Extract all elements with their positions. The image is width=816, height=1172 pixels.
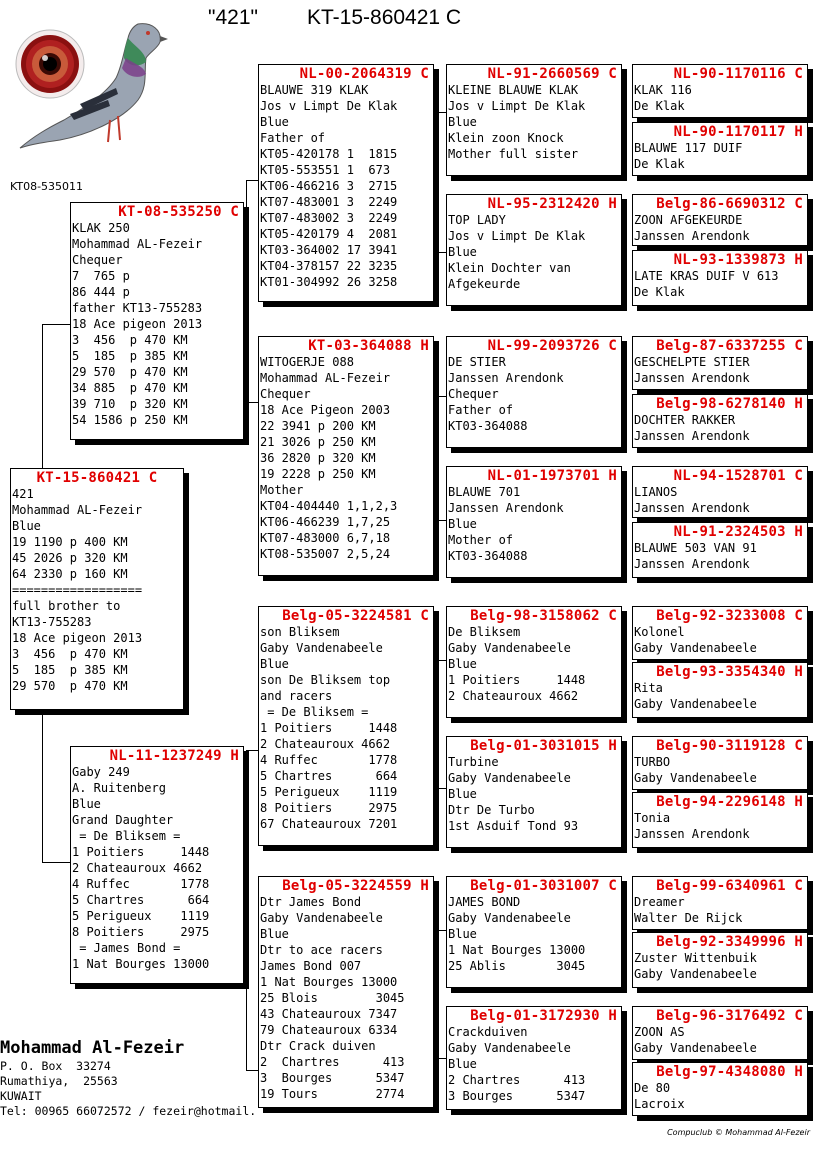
card-line: son De Bliksem top [260,673,391,687]
pigeon-photo [10,16,168,162]
pedigree-card-gen5 [632,932,808,988]
card-line: 18 Ace pigeon 2013 [72,317,203,331]
card-line: 19 2228 p 250 KM [260,467,376,481]
card-line: 3 Bourges 5347 [448,1089,586,1103]
card-line: KLAK 116 [634,83,692,97]
card-line: 67 Chateauroux 7201 [260,817,398,831]
card-line: Klein Dochter van [448,261,571,275]
pedigree-card-gen5 [632,1006,808,1060]
card-line: 36 2820 p 320 KM [260,451,376,465]
connector-line [436,520,446,521]
pedigree-card-dam [70,746,244,984]
card-line: Blue [260,927,289,941]
ring-number: NL-90-1170116 C [673,66,803,82]
card-line: 2 Chateauroux 4662 [260,737,391,751]
card-line: ZOON AS [634,1025,685,1039]
card-line: KT04-378157 22 3235 [260,259,398,273]
pedigree-card-gen3 [258,64,434,302]
card-line: Jos v Limpt De Klak [448,229,586,243]
card-line: KT01-304992 26 3258 [260,275,398,289]
connector-line [436,396,437,520]
pedigree-card-gen4 [446,606,622,718]
ring-number: Belg-96-3176492 C [656,1008,803,1024]
card-line: 4 Ruffec 1778 [260,753,398,767]
card-line: Chequer [448,387,499,401]
ring-number: Belg-92-3349996 H [656,934,803,950]
card-line: Blue [448,657,477,671]
photo-caption: KT08-535011 [10,180,84,193]
card-line: Crackduiven [448,1025,528,1039]
pedigree-card-gen5 [632,736,808,790]
card-line: Chequer [260,387,311,401]
card-line: Janssen Arendonk [634,371,750,385]
ring-number: Belg-01-3031007 C [470,878,617,894]
connector-line [624,496,625,548]
card-line: Blue [448,115,477,129]
owner-phone-email: Tel: 00965 66072572 / fezeir@hotmail. [0,1104,257,1118]
card-line: TOP LADY [448,213,506,227]
card-line: 5 Chartres 664 [72,893,210,907]
card-line: Blue [448,927,477,941]
pedigree-card-gen5 [632,606,808,660]
card-line: = James Bond = [72,941,181,955]
card-line: 1 Nat Bourges 13000 [260,975,398,989]
card-line: Turbine [448,755,499,769]
pedigree-card-gen4 [446,336,622,448]
card-line: KT06-466216 3 2715 [260,179,398,193]
card-line: 3 456 p 470 KM [12,647,128,661]
card-line: Blue [448,1057,477,1071]
connector-line [246,750,258,751]
card-line: 45 2026 p 320 KM [12,551,128,565]
pedigree-card-gen5 [632,122,808,176]
card-line: KLEINE BLAUWE KLAK [448,83,579,97]
ring-number: Belg-99-6340961 C [656,878,803,894]
connector-line [436,660,446,661]
card-line: KT05-420178 1 1815 [260,147,398,161]
connector-line [246,180,247,402]
connector-line [42,710,43,862]
card-line: Gaby Vandenabeele [448,1041,571,1055]
card-line: KT03-364088 [448,549,528,563]
card-line: 7 765 p [72,269,130,283]
card-line: 79 Chateauroux 6334 [260,1023,398,1037]
card-line: De Klak [634,99,685,113]
card-line: DE STIER [448,355,506,369]
card-line: Blue [260,115,289,129]
card-line: ================== [12,583,143,597]
card-line: Mother full sister [448,147,579,161]
card-line: KT13-755283 [12,615,92,629]
card-line: Gaby Vandenabeele [448,641,571,655]
pedigree-card-gen5 [632,250,808,306]
card-line: Gaby Vandenabeele [634,641,757,655]
owner-contact [0,1037,256,1119]
pedigree-card-gen5 [632,466,808,518]
owner-address-line: P. O. Box 33274 [0,1059,111,1073]
ring-number: Belg-05-3224559 H [282,878,429,894]
pigeon-ring-number: KT-15-860421 C [307,6,462,29]
card-line: KT07-483000 6,7,18 [260,531,391,545]
pedigree-card-gen4 [446,736,622,848]
connector-line [436,112,446,113]
card-line: = De Bliksem = [260,705,369,719]
owner-address-line: KUWAIT [0,1089,42,1103]
pedigree-card-subject [10,468,184,710]
connector-line [436,112,437,252]
connector-line [436,252,446,253]
card-line: Father of [260,131,326,145]
card-line: 29 570 p 470 KM [12,679,128,693]
card-line: Afgekeurde [448,277,521,291]
card-line: 19 1190 p 400 KM [12,535,128,549]
connector-line [246,402,258,403]
connector-line [42,324,70,325]
card-line: ZOON AFGEKEURDE [634,213,743,227]
card-line: Dtr De Turbo [448,803,535,817]
card-line: 5 Perigueux 1119 [72,909,210,923]
card-line: full brother to [12,599,121,613]
pedigree-card-gen4 [446,194,622,306]
card-line: Blue [260,657,289,671]
pedigree-card-gen4 [446,876,622,988]
card-line: Zuster Wittenbuik [634,951,757,965]
ring-number: NL-94-1528701 C [673,468,803,484]
card-line: KT07-483001 3 2249 [260,195,398,209]
ring-number: KT-08-535250 C [118,204,239,220]
card-line: Gaby Vandenabeele [260,641,383,655]
connector-line [624,766,625,820]
ring-number: Belg-97-4348080 H [656,1064,803,1080]
card-line: Gaby Vandenabeele [634,697,757,711]
ring-number: Belg-87-6337255 C [656,338,803,354]
ring-number: Belg-93-3354340 H [656,664,803,680]
card-line: father KT13-755283 [72,301,203,315]
card-line: son Bliksem [260,625,340,639]
ring-number: Belg-98-6278140 H [656,396,803,412]
card-line: 2 Chateauroux 4662 [448,689,579,703]
card-line: Janssen Arendonk [634,229,750,243]
card-line: TURBO [634,755,671,769]
connector-line [624,366,625,418]
ring-number: NL-11-1237249 H [109,748,239,764]
card-line: Father of [448,403,514,417]
card-line: 3 456 p 470 KM [72,333,188,347]
card-line: Klein zoon Knock [448,131,564,145]
card-line: KLAK 250 [72,221,130,235]
pedigree-card-gen5 [632,194,808,246]
pedigree-card-gen5 [632,394,808,448]
card-line: Dtr Crack duiven [260,1039,376,1053]
ring-number: NL-01-1973701 H [487,468,617,484]
connector-line [624,224,625,278]
ring-number: Belg-94-2296148 H [656,794,803,810]
card-line: Dreamer [634,895,685,909]
card-line: KT03-364002 17 3941 [260,243,398,257]
owner-name: Mohammad Al-Fezeir [0,1038,185,1058]
ring-number: NL-91-2660569 C [487,66,617,82]
software-credit: Compuclub © Mohammad Al-Fezeir [667,1128,810,1137]
pedigree-card-gen3 [258,606,434,846]
card-line: Mother [260,483,304,497]
card-line: Gaby Vandenabeele [634,771,757,785]
card-line: = De Bliksem = [72,829,181,843]
card-line: Gaby Vandenabeele [634,1041,757,1055]
card-line: 18 Ace pigeon 2013 [12,631,143,645]
card-line: 3 Bourges 5347 [260,1071,405,1085]
card-line: KT08-535007 2,5,24 [260,547,391,561]
ring-number: KT-15-860421 C [36,470,158,486]
card-line: KT05-420179 4 2081 [260,227,398,241]
card-line: 54 1586 p 250 KM [72,413,188,427]
ring-number: Belg-05-3224581 C [282,608,429,624]
card-line: De Klak [634,157,685,171]
card-line: 29 570 p 470 KM [72,365,188,379]
connector-line [624,96,625,146]
pedigree-card-gen5 [632,876,808,930]
card-line: Blue [72,797,101,811]
ring-number: Belg-92-3233008 C [656,608,803,624]
pedigree-card-gen5 [632,522,808,578]
card-line: 39 710 p 320 KM [72,397,188,411]
card-line: 1 Nat Bourges 13000 [448,943,586,957]
ring-number: NL-90-1170117 H [673,124,803,140]
card-line: 2 Chartres 413 [260,1055,405,1069]
card-line: 64 2330 p 160 KM [12,567,128,581]
card-line: Gaby 249 [72,765,130,779]
card-line: KT05-553551 1 673 [260,163,391,177]
card-line: Rita [634,681,663,695]
card-line: 5 185 p 385 KM [12,663,128,677]
connector-line [246,180,258,181]
pigeon-nickname: "421" [208,6,258,29]
card-line: 1st Asduif Tond 93 [448,819,579,833]
card-line: Janssen Arendonk [634,557,750,571]
card-line: Grand Daughter [72,813,174,827]
pedigree-card-gen5 [632,336,808,390]
card-line: 4 Ruffec 1778 [72,877,210,891]
card-line: Tonia [634,811,671,825]
card-line: Jos v Limpt De Klak [448,99,586,113]
card-line: KT06-466239 1,7,25 [260,515,391,529]
ring-number: NL-91-2324503 H [673,524,803,540]
card-line: Blue [448,787,477,801]
ring-number: NL-95-2312420 H [487,196,617,212]
card-line: 8 Poitiers 2975 [260,801,398,815]
ring-number: Belg-86-6690312 C [656,196,803,212]
connector-line [436,930,446,931]
card-line: Mohammad AL-Fezeir [72,237,203,251]
card-line: and racers [260,689,333,703]
ring-number: Belg-98-3158062 C [470,608,617,624]
connector-line [42,324,43,468]
card-line: KT04-404440 1,1,2,3 [260,499,398,513]
pigeon-eye-icon [16,30,84,98]
ring-number: NL-99-2093726 C [487,338,617,354]
card-line: De Klak [634,285,685,299]
card-line: A. Ruitenberg [72,781,166,795]
card-line: BLAUWE 117 DUIF [634,141,743,155]
connector-line [436,788,446,789]
card-line: JAMES BOND [448,895,521,909]
pedigree-card-gen3 [258,876,434,1108]
card-line: Mother of [448,533,514,547]
owner-address-line: Rumathiya, 25563 [0,1074,118,1088]
card-line: WITOGERJE 088 [260,355,354,369]
connector-line [624,906,625,960]
card-line: 25 Ablis 3045 [448,959,586,973]
card-line: 18 Ace Pigeon 2003 [260,403,391,417]
card-line: De 80 [634,1081,671,1095]
card-line: 1 Poitiers 1448 [72,845,210,859]
card-line: KT07-483002 3 2249 [260,211,398,225]
connector-line [246,750,247,1070]
card-line: Janssen Arendonk [634,429,750,443]
card-line: 25 Blois 3045 [260,991,405,1005]
pedigree-card-gen5 [632,64,808,118]
ring-number: NL-93-1339873 H [673,252,803,268]
card-line: 86 444 p [72,285,130,299]
ring-number: Belg-90-3119128 C [656,738,803,754]
card-line: DOCHTER RAKKER [634,413,736,427]
pedigree-card-gen5 [632,792,808,848]
card-line: Dtr to ace racers [260,943,383,957]
card-line: Mohammad AL-Fezeir [260,371,391,385]
card-line: Blue [12,519,41,533]
card-line: 19 Tours 2774 [260,1087,405,1101]
card-line: Gaby Vandenabeele [634,967,757,981]
card-line: 34 885 p 470 KM [72,381,188,395]
card-line: Janssen Arendonk [634,827,750,841]
card-line: Janssen Arendonk [448,371,564,385]
card-line: 1 Poitiers 1448 [448,673,586,687]
pedigree-card-sire [70,202,244,440]
card-line: LATE KRAS DUIF V 613 [634,269,779,283]
card-line: 1 Nat Bourges 13000 [72,957,210,971]
card-line: Lacroix [634,1097,685,1111]
pedigree-card-gen4 [446,466,622,578]
card-line: BLAUWE 503 VAN 91 [634,541,757,555]
card-line: Chequer [72,253,123,267]
connector-line [436,660,437,788]
card-line: James Bond 007 [260,959,362,973]
card-line: 21 3026 p 250 KM [260,435,376,449]
card-line: Kolonel [634,625,685,639]
card-line: 1 Poitiers 1448 [260,721,398,735]
card-line: GESCHELPTE STIER [634,355,750,369]
connector-line [42,862,70,863]
card-line: Dtr James Bond [260,895,362,909]
pedigree-card-gen3 [258,336,434,576]
card-line: KT03-364088 [448,419,528,433]
connector-line [436,1058,446,1059]
pedigree-card-gen5 [632,1062,808,1116]
ring-number: Belg-01-3172930 H [470,1008,617,1024]
connector-line [436,396,446,397]
card-line: Janssen Arendonk [448,501,564,515]
card-line: 2 Chateauroux 4662 [72,861,203,875]
pedigree-card-gen5 [632,662,808,718]
card-line: Jos v Limpt De Klak [260,99,398,113]
card-line: Mohammad AL-Fezeir [12,503,143,517]
connector-line [624,636,625,690]
card-line: BLAUWE 319 KLAK [260,83,369,97]
card-line: Gaby Vandenabeele [260,911,383,925]
ring-number: NL-00-2064319 C [299,66,429,82]
pedigree-card-gen4 [446,64,622,176]
card-line: LIANOS [634,485,678,499]
card-line: Janssen Arendonk [634,501,750,515]
pedigree-card-gen4 [446,1006,622,1110]
card-line: De Bliksem [448,625,521,639]
card-line: 5 Perigueux 1119 [260,785,398,799]
card-line: 5 Chartres 664 [260,769,398,783]
card-line: 8 Poitiers 2975 [72,925,210,939]
ring-number: Belg-01-3031015 H [470,738,617,754]
card-line: 2 Chartres 413 [448,1073,586,1087]
card-line: 22 3941 p 200 KM [260,419,376,433]
ring-number: KT-03-364088 H [308,338,429,354]
card-line: Walter De Rijck [634,911,743,925]
card-line: 43 Chateauroux 7347 [260,1007,398,1021]
connector-line [624,1036,625,1092]
card-line: Blue [448,517,477,531]
card-line: 421 [12,487,34,501]
connector-line [436,930,437,1058]
card-line: Blue [448,245,477,259]
card-line: BLAUWE 701 [448,485,521,499]
card-line: 5 185 p 385 KM [72,349,188,363]
card-line: Gaby Vandenabeele [448,911,571,925]
card-line: Gaby Vandenabeele [448,771,571,785]
